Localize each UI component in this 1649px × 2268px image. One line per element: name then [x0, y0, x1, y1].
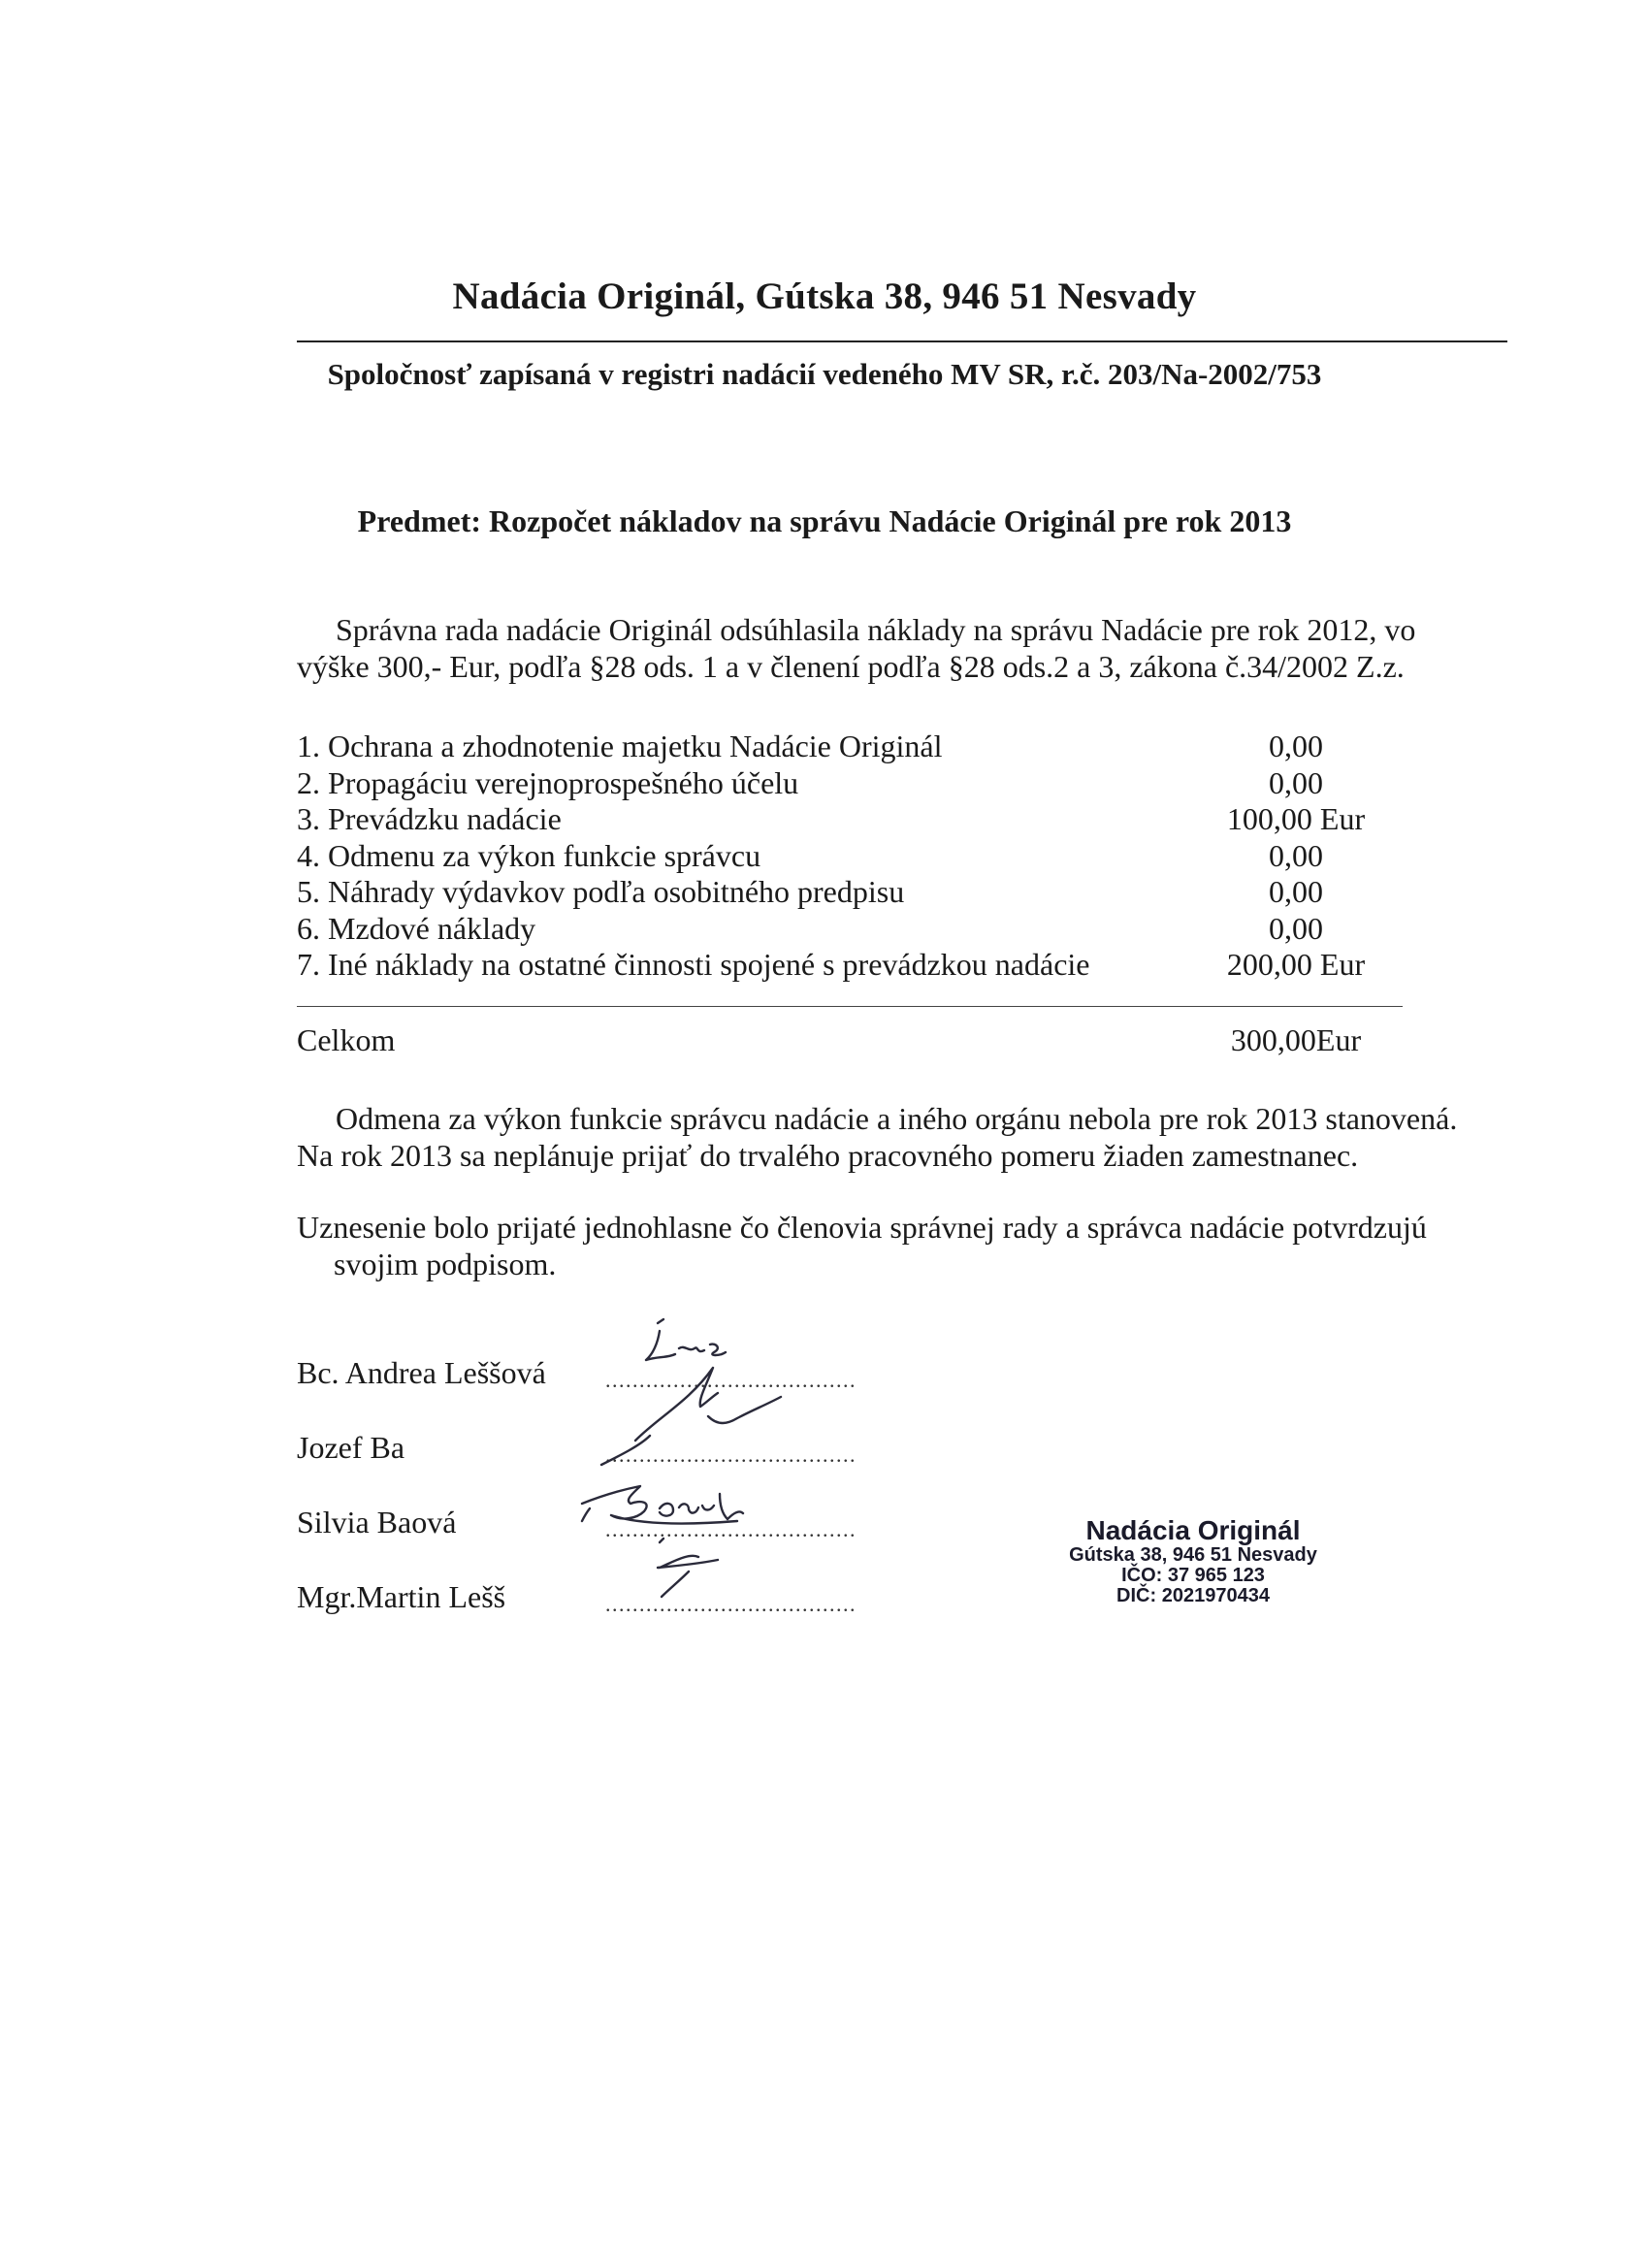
- stamp-name: Nadácia Originál: [1085, 1515, 1301, 1545]
- signatory-name: Bc. Andrea Leššová: [297, 1355, 546, 1390]
- signature-line: .....................................: [605, 1368, 857, 1392]
- signature-4: [658, 1539, 718, 1597]
- signatory-name: Silvia Baová: [297, 1505, 457, 1539]
- document-subject: Predmet: Rozpočet nákladov na správu Nadácie Originál pre rok 2013: [357, 503, 1292, 538]
- budget-item-label: 1. Ochrana a zhodnotenie majetku Nadácie Originál: [297, 729, 943, 763]
- budget-row: [297, 801, 1403, 838]
- budget-item-amount: 0,00: [1269, 729, 1323, 763]
- budget-row: [297, 765, 1403, 802]
- budget-item-label: 5. Náhrady výdavkov podľa osobitného predpisu: [297, 874, 905, 909]
- total-amount: 300,00Eur: [1230, 1022, 1362, 1057]
- budget-item-label: 7. Iné náklady na ostatné činnosti spojené s prevádzkou nadácie: [297, 947, 1090, 982]
- notice-line-1: Odmena za výkon funkcie správcu nadácie a iného orgánu nebola pre rok 2013 stanovená.: [336, 1101, 1458, 1136]
- budget-item-amount: 0,00: [1269, 837, 1323, 873]
- budget-total-divider: [297, 1006, 1403, 1007]
- budget-total-row: [297, 1022, 1403, 1059]
- notice-paragraph: [297, 1100, 1509, 1174]
- letterhead-title: Nadácia Originál, Gútska 38, 946 51 Nesvady: [452, 275, 1197, 317]
- budget-row: [297, 911, 1403, 948]
- stamp-dic: DIČ: 2021970434: [1116, 1585, 1270, 1606]
- stamp-ico: IČO: 37 965 123: [1121, 1565, 1265, 1586]
- intro-paragraph: [297, 611, 1509, 685]
- budget-item-amount: 200,00 Eur: [1226, 947, 1366, 982]
- budget-item-amount: 0,00: [1269, 910, 1323, 946]
- signatory-name: Jozef Ba: [297, 1430, 405, 1465]
- resolution-line-1: Uznesenie bolo prijaté jednohlasne čo členovia správnej rady a správca nadácie potvrdzujú: [297, 1210, 1427, 1245]
- intro-line-1: Správna rada nadácie Originál odsúhlasila náklady na správu Nadácie pre rok 2012, vo: [336, 612, 1416, 647]
- budget-item-amount: 100,00 Eur: [1226, 801, 1366, 836]
- signature-3: [582, 1486, 743, 1523]
- intro-line-2: výške 300,- Eur, podľa §28 ods. 1 a v členení podľa §28 ods.2 a 3, zákona č.34/2002 Z.z.: [297, 649, 1405, 684]
- budget-item-label: 4. Odmenu za výkon funkcie správcu: [297, 837, 761, 873]
- signature-2: [635, 1368, 781, 1441]
- total-label: Celkom: [297, 1022, 396, 1057]
- signature-line: .....................................: [605, 1517, 857, 1541]
- signature-1: [646, 1331, 726, 1360]
- stamp-address: Gútska 38, 946 51 Nesvady: [1069, 1544, 1317, 1566]
- budget-row: [297, 947, 1403, 984]
- resolution-paragraph: [297, 1209, 1509, 1282]
- registration-line: Spoločnosť zapísaná v registri nadácií vedeného MV SR, r.č. 203/Na-2002/753: [327, 357, 1322, 391]
- budget-item-label: 2. Propagáciu verejnoprospešného účelu: [297, 764, 799, 800]
- budget-item-label: 3. Prevádzku nadácie: [297, 801, 562, 836]
- signature-line: .....................................: [605, 1442, 857, 1467]
- handwritten-signatures: [543, 1310, 951, 1630]
- budget-item-amount: 0,00: [1269, 874, 1323, 909]
- budget-list: [297, 729, 1403, 984]
- signatory-name: Mgr.Martin Lešš: [297, 1579, 506, 1614]
- signature-line: .....................................: [605, 1592, 857, 1616]
- budget-row: [297, 874, 1403, 911]
- budget-row: [297, 838, 1403, 875]
- organization-stamp: [1028, 1516, 1358, 1606]
- budget-item-amount: 0,00: [1269, 764, 1323, 800]
- budget-row: [297, 729, 1403, 765]
- letterhead-divider: [297, 340, 1507, 342]
- resolution-line-2: svojim podpisom.: [334, 1247, 557, 1281]
- notice-line-2: Na rok 2013 sa neplánuje prijať do trvalého pracovného pomeru žiaden zamestnanec.: [297, 1138, 1359, 1173]
- budget-item-label: 6. Mzdové náklady: [297, 910, 536, 946]
